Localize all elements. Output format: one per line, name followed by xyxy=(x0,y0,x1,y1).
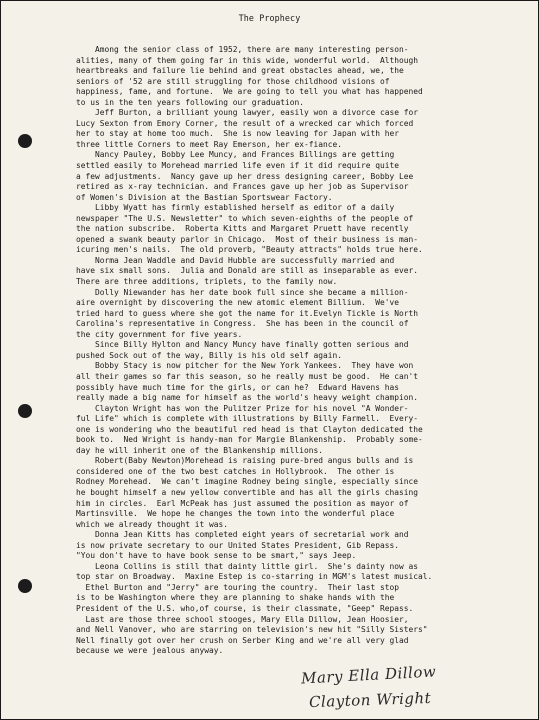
text-line: all their games so far this season, so he really must be good. He can't xyxy=(76,371,419,381)
text-line: because we were jealous anyway. xyxy=(76,646,224,656)
text-line: Robert(Baby Newton)Morehead is raising pure-bred angus bulls and is xyxy=(76,456,414,466)
signature-clayton-wright: Clayton Wright xyxy=(308,688,432,712)
text-line: newspaper "The U.S. Newsletter" to which seven-eighths of the people of xyxy=(76,213,414,223)
text-line: possibly have much time for the girls, or can he? Edward Havens has xyxy=(76,382,400,392)
text-line: Nancy Pauley, Bobby Lee Muncy, and Frances Billings are getting xyxy=(76,150,395,160)
text-line: Clayton Wright has won the Pulitzer Prize for his novel "A Wonder- xyxy=(76,403,409,413)
text-line: Last are those three school stooges, Mary Ella Dillow, Jean Hoosier, xyxy=(76,614,409,624)
text-line: him in circles. Earl McPeak has just assumed the position as mayor of xyxy=(76,498,409,508)
text-line: "You don't have to have book sense to be smart," says Jeep. xyxy=(76,551,357,561)
page-title: The Prophecy xyxy=(238,13,301,23)
text-line: is to be Washington where they are planning to shake hands with the xyxy=(76,593,395,603)
text-line: of Women's Division at the Bastian Sportswear Factory. xyxy=(76,192,333,202)
text-line: Libby Wyatt has firmly established herself as editor of a daily xyxy=(76,203,395,213)
text-line: have six small sons. Julia and Donald are still as inseparable as ever. xyxy=(76,266,419,276)
text-line: seniors of '52 are still struggling for those childhood visions of xyxy=(76,76,390,86)
text-line: considered one of the two best catches in Hollybrook. The other is xyxy=(76,466,395,476)
text-line: alities, many of them going far in this wide, wonderful world. Although xyxy=(76,55,419,65)
text-line: happiness, fame, and fortune. We are going to tell you what has happened xyxy=(76,87,423,97)
text-line: and Nell Vanover, who are starring on television's new hit "Silly Sisters" xyxy=(76,625,428,635)
text-line: tried hard to guess where she got the name for it.Evelyn Tickle is North xyxy=(76,308,419,318)
text-line: There are three additions, triplets, to the family now. xyxy=(76,277,338,287)
text-line: really made a big name for himself as the world's heavy weight champion. xyxy=(76,393,419,403)
text-line: Since Billy Hylton and Nancy Muncy have finally gotten serious and xyxy=(76,340,409,350)
punch-hole xyxy=(18,404,32,418)
text-line: to us in the ten years following our graduation. xyxy=(76,97,305,107)
text-line: the city government for five years. xyxy=(76,329,243,339)
text-line: heartbreaks and failure lie behind and great obstacles ahead, we, the xyxy=(76,66,404,76)
text-line: Bobby Stacy is now pitcher for the New York Yankees. They have won xyxy=(76,361,414,371)
text-line: a few adjustments. Nancy gave up her dress designing career, Bobby Lee xyxy=(76,171,414,181)
text-line: President of the U.S. who,of course, is their classmate, "Geep" Repass. xyxy=(76,603,414,613)
text-line: he bought himself a new yellow convertible and has all the girls chasing xyxy=(76,487,419,497)
text-line: Rodney Morehead. We can't imagine Rodney being single, especially since xyxy=(76,477,419,487)
text-line: icuring men's nails. The old proverb, "Beauty attracts" holds true here. xyxy=(76,245,423,255)
text-line: top star on Broadway. Maxine Estep is co-starring in MGM's latest musical. xyxy=(76,572,433,582)
text-line: Nell finally got over her crush on Serber King and we're all very glad xyxy=(76,635,409,645)
text-line: retired as x-ray technician. and Frances gave up her job as Supervisor xyxy=(76,182,409,192)
punch-hole xyxy=(18,134,32,148)
text-line: which we already thought it was. xyxy=(76,519,229,529)
text-line: three little Corners to meet Ray Emerson, her ex-fiance. xyxy=(76,139,343,149)
text-line: Dolly Niewander has her date book full since she became a million- xyxy=(76,287,409,297)
punch-hole xyxy=(18,579,32,593)
text-line: book to. Ned Wright is handy-man for Margie Blankenship. Probably some- xyxy=(76,435,423,445)
prophecy-text xyxy=(76,45,516,657)
text-line: Ethel Burton and "Jerry" are touring the country. Their last stop xyxy=(76,582,400,592)
text-line: Leona Collins is still that dainty little girl. She's dainty now as xyxy=(76,561,419,571)
text-line: her to stay at home too much. She is now leaving for Japan with her xyxy=(76,129,400,139)
text-line: aire overnight by discovering the new atomic element Billium. We've xyxy=(76,298,400,308)
signature-mary-ella-dillow: Mary Ella Dillow xyxy=(300,662,437,688)
text-line: pushed Sock out of the way, Billy is his old self again. xyxy=(76,350,343,360)
text-line: ful Life" which is complete with illustrations by Billy Farmell. Every- xyxy=(76,414,419,424)
text-line: opened a swank beauty parlor in Chicago. Most of their business is man- xyxy=(76,234,419,244)
text-line: Martinsville. We hope he changes the town into the wonderful place xyxy=(76,509,395,519)
text-line: Donna Jean Kitts has completed eight years of secretarial work and xyxy=(76,530,409,540)
text-line: Lucy Sexton from Emory Corner, the result of a wrecked car which forced xyxy=(76,118,414,128)
text-line: day he will inherit one of the Blankenship millions. xyxy=(76,445,324,455)
text-line: Jeff Burton, a brilliant young lawyer, easily won a divorce case for xyxy=(76,108,419,118)
text-line: Norma Jean Waddle and David Hubble are successfully married and xyxy=(76,255,395,265)
text-line: is now private secretary to our United States President, Gib Repass. xyxy=(76,540,400,550)
text-line: Carolina's representative in Congress. She has been in the council of xyxy=(76,319,409,329)
text-line: Among the senior class of 1952, there are many interesting person- xyxy=(76,45,409,54)
text-line: one is wondering who the beautiful red head is that Clayton dedicated the xyxy=(76,424,423,434)
text-line: the nation subscribe. Roberta Kitts and Margaret Pruett have recently xyxy=(76,224,409,234)
text-line: settled easily to Morehead married life even if it did require quite xyxy=(76,161,400,171)
